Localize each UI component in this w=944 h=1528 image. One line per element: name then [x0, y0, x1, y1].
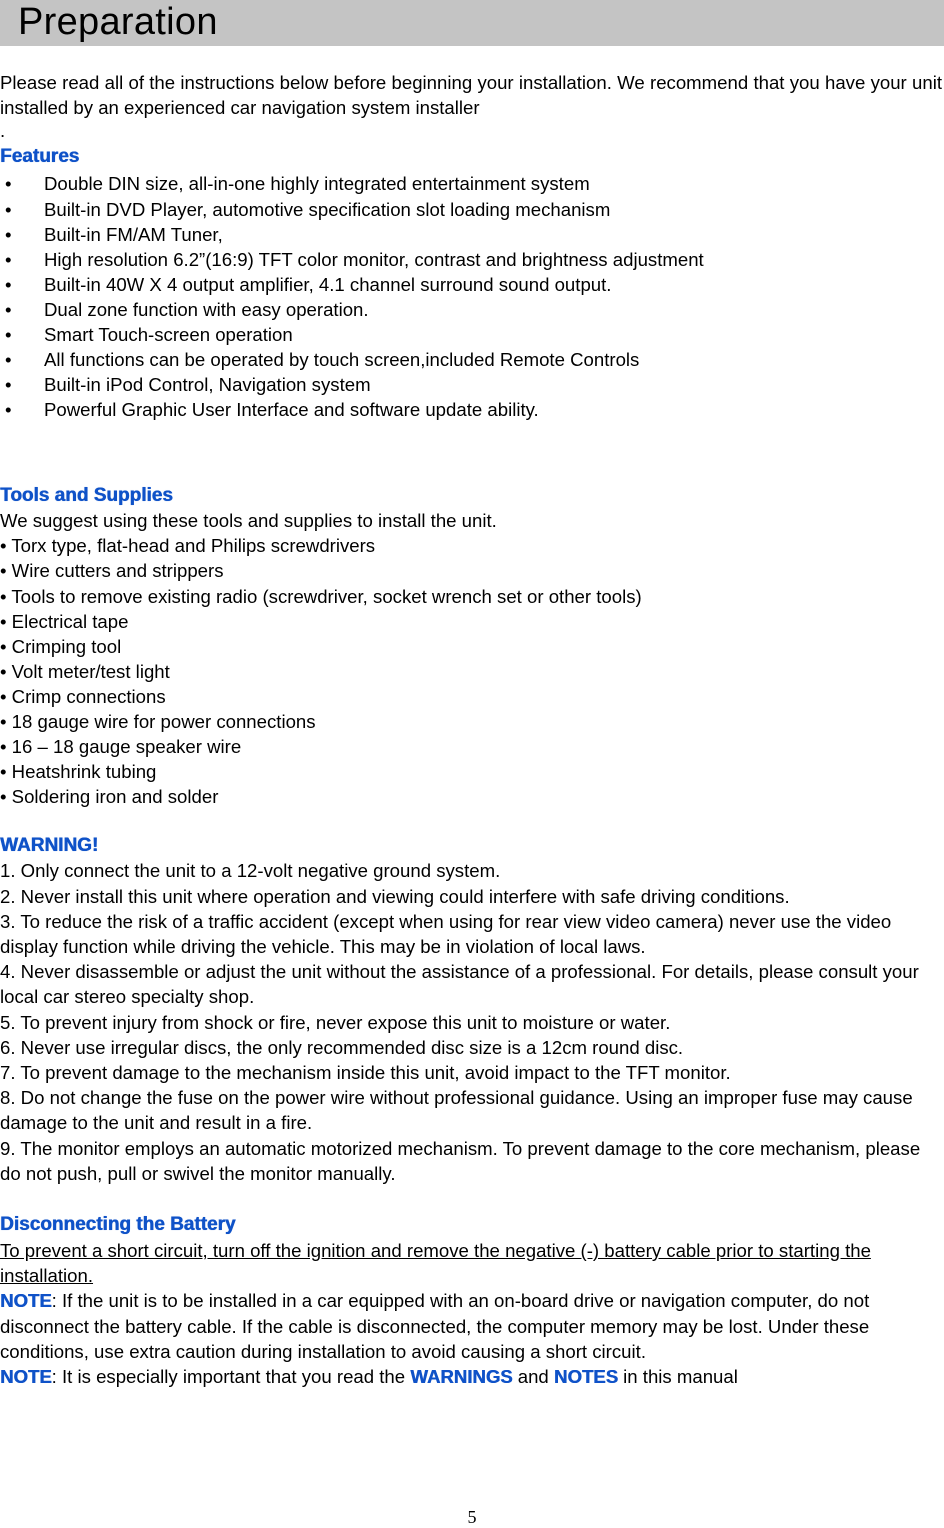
- features-list: [0, 171, 942, 422]
- note-2-and: and: [512, 1366, 554, 1388]
- page-title: Preparation: [0, 0, 944, 46]
- tool-item: • Crimp connections: [0, 685, 166, 707]
- feature-text: Dual zone function with easy operation.: [44, 298, 369, 320]
- tool-item: • Torx type, flat-head and Philips screwdrivers: [0, 535, 376, 557]
- note-2-text-b: in this manual: [617, 1366, 738, 1388]
- bullet-icon: •: [5, 173, 12, 195]
- feature-item: [0, 222, 942, 247]
- tool-item: • Soldering iron and solder: [0, 786, 219, 808]
- warning-list: [0, 858, 942, 1186]
- intro-dot: .: [0, 120, 6, 142]
- feature-item: [0, 272, 942, 297]
- tool-item: • 16 – 18 gauge speaker wire: [0, 736, 242, 758]
- bullet-icon: •: [5, 248, 12, 270]
- tool-item: • Wire cutters and strippers: [0, 560, 224, 582]
- warning-item: 1. Only connect the unit to a 12-volt negative ground system.: [0, 860, 501, 882]
- tools-intro: We suggest using these tools and supplies to install the unit.: [0, 510, 497, 532]
- warning-item: 2. Never install this unit where operation and viewing could interfere with safe driving conditions.: [0, 885, 790, 907]
- warning-item: 5. To prevent injury from shock or fire, never expose this unit to moisture or water.: [0, 1011, 671, 1033]
- feature-text: Built-in 40W X 4 output amplifier, 4.1 channel surround sound output.: [44, 273, 612, 295]
- feature-text: Built-in DVD Player, automotive specification slot loading mechanism: [44, 198, 611, 220]
- feature-item: [0, 197, 942, 222]
- warning-item: 9. The monitor employs an automatic motorized mechanism. To prevent damage to the core mechanism, please do not push, pull or swivel the monitor manually.: [0, 1137, 921, 1184]
- tools-list: [0, 533, 942, 809]
- feature-item: [0, 247, 942, 272]
- note-2-text-a: : It is especially important that you read the: [51, 1366, 411, 1388]
- feature-item: [0, 397, 942, 422]
- features-heading: Features: [0, 146, 80, 168]
- note-2-label: NOTE: [0, 1366, 52, 1388]
- note-2-warnings: WARNINGS: [410, 1366, 513, 1388]
- tool-item: • Tools to remove existing radio (screwdriver, socket wrench set or other tools): [0, 585, 642, 607]
- feature-item: [0, 322, 942, 347]
- bullet-icon: •: [5, 273, 12, 295]
- note-1-text: : If the unit is to be installed in a car equipped with an on-board drive or navigation computer, do not disconnect the battery cable. If the cable is disconnected, the computer memory may be lost. Under these conditions, use extra caution during installation to avoid causing a short circuit.: [0, 1290, 870, 1362]
- note-2-notes: NOTES: [553, 1366, 618, 1388]
- note-1: [0, 1288, 942, 1364]
- warning-heading: WARNING!: [0, 835, 99, 857]
- feature-text: Built-in FM/AM Tuner,: [44, 223, 223, 245]
- feature-item: [0, 372, 942, 397]
- page-number: 5: [467, 1507, 477, 1527]
- feature-text: All functions can be operated by touch screen,included Remote Controls: [44, 349, 640, 371]
- tools-heading: Tools and Supplies: [0, 485, 173, 507]
- warning-item: 4. Never disassemble or adjust the unit without the assistance of a professional. For details, please consult your local car stereo specialty shop.: [0, 961, 919, 1008]
- feature-text: Smart Touch-screen operation: [44, 323, 293, 345]
- tool-item: • Crimping tool: [0, 635, 122, 657]
- battery-heading: Disconnecting the Battery: [0, 1214, 236, 1236]
- bullet-icon: •: [5, 323, 12, 345]
- bullet-icon: •: [5, 223, 12, 245]
- feature-text: Built-in iPod Control, Navigation system: [44, 374, 371, 396]
- note-1-label: NOTE: [0, 1290, 52, 1312]
- bullet-icon: •: [5, 298, 12, 320]
- bullet-icon: •: [5, 198, 12, 220]
- intro-paragraph: Please read all of the instructions below before beginning your installation. We recommend that you have your unit installed by an experienced car navigation system installer: [0, 72, 942, 119]
- tool-item: • Volt meter/test light: [0, 660, 170, 682]
- bullet-icon: •: [5, 349, 12, 371]
- battery-instruction: To prevent a short circuit, turn off the ignition and remove the negative (-) battery cable prior to starting the installation.: [0, 1240, 871, 1287]
- note-2: [0, 1364, 942, 1389]
- warning-item: 7. To prevent damage to the mechanism inside this unit, avoid impact to the TFT monitor.: [0, 1062, 731, 1083]
- bullet-icon: •: [5, 399, 12, 421]
- tool-item: • Electrical tape: [0, 610, 129, 632]
- feature-text: High resolution 6.2”(16:9) TFT color monitor, contrast and brightness adjustment: [44, 248, 704, 270]
- feature-text: Powerful Graphic User Interface and software update ability.: [44, 399, 539, 421]
- warning-item: 3. To reduce the risk of a traffic accident (except when using for rear view video camera) never use the video display function while driving the vehicle. This may be in violation of local laws.: [0, 910, 892, 957]
- tool-item: • Heatshrink tubing: [0, 761, 157, 783]
- feature-item: [0, 171, 942, 196]
- warning-item: 6. Never use irregular discs, the only recommended disc size is a 12cm round disc.: [0, 1036, 684, 1058]
- tool-item: • 18 gauge wire for power connections: [0, 711, 316, 732]
- feature-text: Double DIN size, all-in-one highly integrated entertainment system: [44, 173, 590, 195]
- feature-item: [0, 347, 942, 372]
- document-body: [0, 70, 942, 1389]
- feature-item: [0, 297, 942, 322]
- warning-item: 8. Do not change the fuse on the power wire without professional guidance. Using an improper fuse may cause damage to the unit and result in a fire.: [0, 1087, 913, 1134]
- bullet-icon: •: [5, 374, 12, 396]
